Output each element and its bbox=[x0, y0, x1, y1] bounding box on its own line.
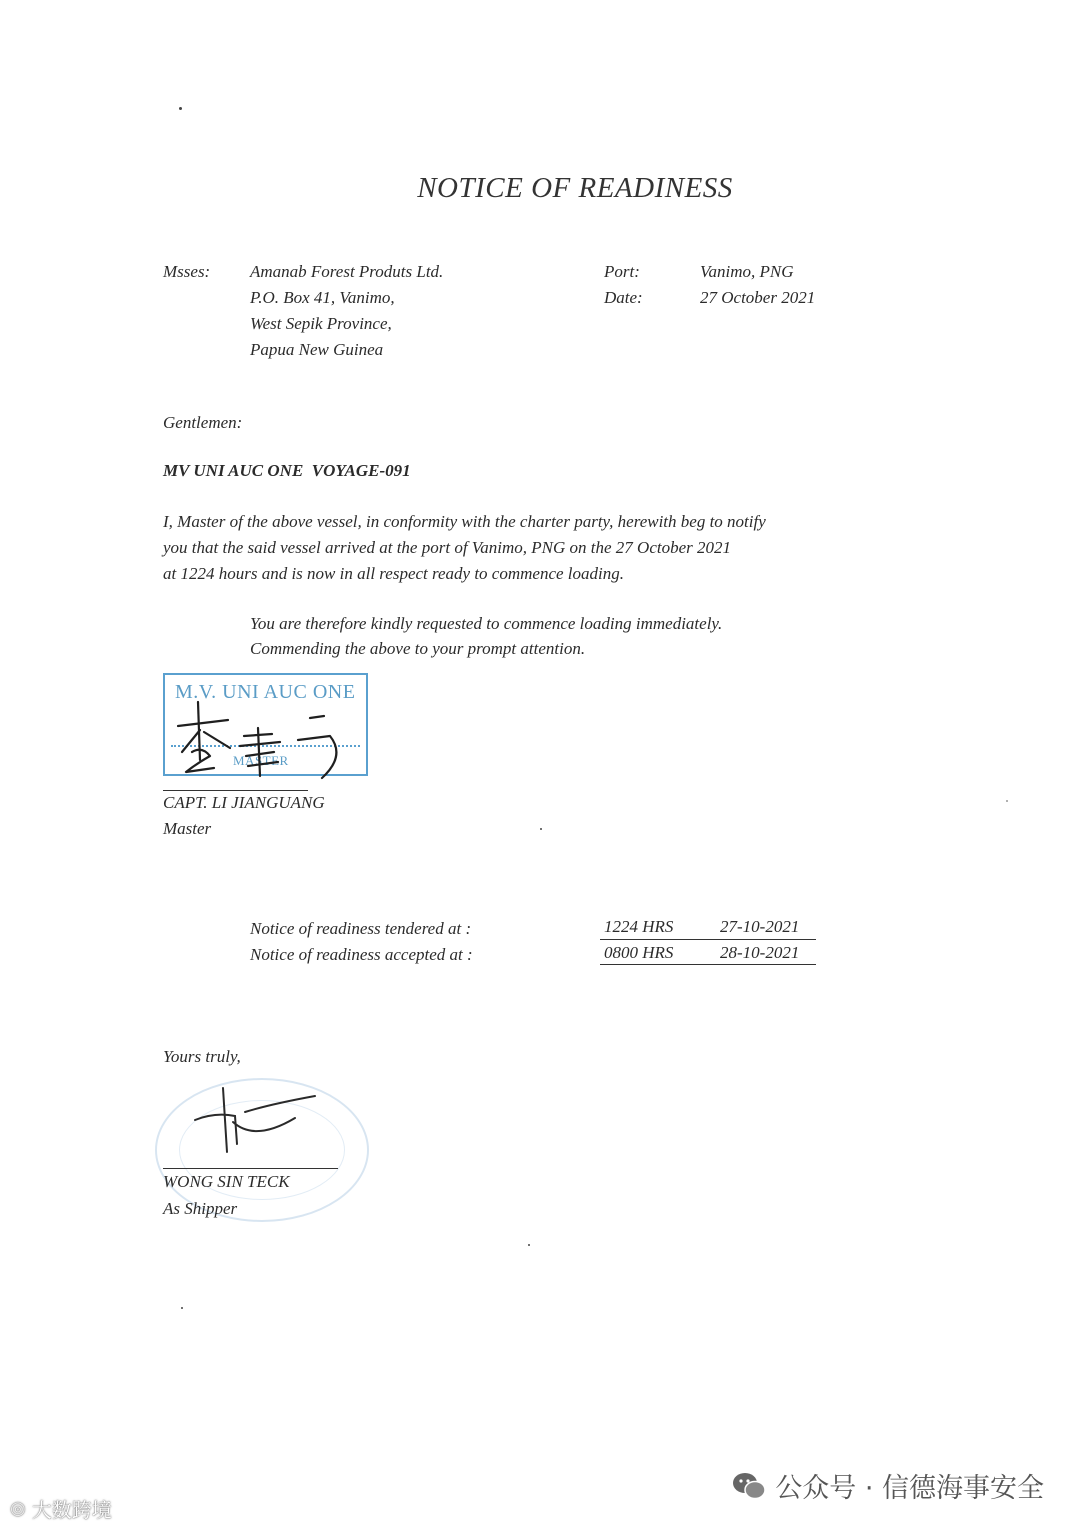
body-line: at 1224 hours and is now in all respect ready to commence loading. bbox=[163, 564, 624, 583]
salutation: Gentlemen: bbox=[163, 413, 243, 432]
shipper-signature bbox=[175, 1082, 335, 1162]
master-name: CAPT. LI JIANGUANG bbox=[163, 793, 325, 812]
subject-line: MV UNI AUC ONE VOYAGE-091 bbox=[163, 461, 411, 480]
watermark-left bbox=[10, 1494, 112, 1523]
scan-speck bbox=[540, 828, 542, 830]
addressee-line: West Sepik Province, bbox=[250, 314, 392, 333]
wechat-icon bbox=[731, 1471, 767, 1501]
nor-tendered-time: 1224 HRS bbox=[604, 917, 674, 936]
master-signature bbox=[170, 690, 350, 785]
scan-speck bbox=[181, 1307, 183, 1309]
stamp-vessel-name: M.V. UNI AUC ONE bbox=[175, 681, 356, 703]
watermark-left-text: 大数跨境 bbox=[31, 1498, 112, 1522]
master-title: Master bbox=[163, 819, 212, 838]
addressee-line: P.O. Box 41, Vanimo, bbox=[250, 288, 395, 307]
addressee-label: Msses: bbox=[163, 262, 211, 281]
closing: Yours truly, bbox=[163, 1047, 241, 1066]
scan-speck bbox=[528, 1244, 530, 1246]
watermark-right-text: 公众号 · 信德海事安全 bbox=[775, 1473, 1044, 1504]
addressee-line: Papua New Guinea bbox=[250, 340, 384, 359]
watermark-right bbox=[731, 1466, 1044, 1505]
nor-accepted-time: 0800 HRS bbox=[604, 943, 674, 962]
shipper-signature-line bbox=[163, 1168, 338, 1169]
port-label: Port: bbox=[604, 262, 640, 281]
nor-accepted-label: Notice of readiness accepted at : bbox=[250, 945, 473, 964]
port-value: Vanimo, PNG bbox=[700, 262, 794, 281]
date-value: 27 October 2021 bbox=[700, 288, 816, 307]
stamp-role: MASTER bbox=[233, 753, 289, 768]
body-line: I, Master of the above vessel, in conformity with the charter party, herewith beg to notify bbox=[163, 512, 766, 531]
shipper-name: WONG SIN TECK bbox=[163, 1172, 290, 1191]
scan-speck bbox=[179, 107, 182, 110]
master-signature-line bbox=[163, 790, 308, 791]
nor-tendered-underline bbox=[600, 939, 816, 940]
request-line: Commending the above to your prompt attention. bbox=[250, 639, 586, 658]
body-line: you that the said vessel arrived at the port of Vanimo, PNG on the 27 October 2021 bbox=[163, 538, 732, 557]
nor-accepted-date: 28-10-2021 bbox=[720, 943, 800, 962]
nor-tendered-label: Notice of readiness tendered at : bbox=[250, 919, 472, 938]
shipper-title: As Shipper bbox=[163, 1199, 238, 1218]
date-label: Date: bbox=[604, 288, 643, 307]
document-title: NOTICE OF READINESS bbox=[417, 172, 733, 204]
logo-icon: ◎ bbox=[10, 1498, 26, 1519]
scan-speck bbox=[1006, 800, 1008, 802]
nor-tendered-date: 27-10-2021 bbox=[720, 917, 800, 936]
nor-accepted-underline bbox=[600, 964, 816, 965]
request-line: You are therefore kindly requested to commence loading immediately. bbox=[250, 614, 723, 633]
addressee-line: Amanab Forest Produts Ltd. bbox=[250, 262, 444, 281]
